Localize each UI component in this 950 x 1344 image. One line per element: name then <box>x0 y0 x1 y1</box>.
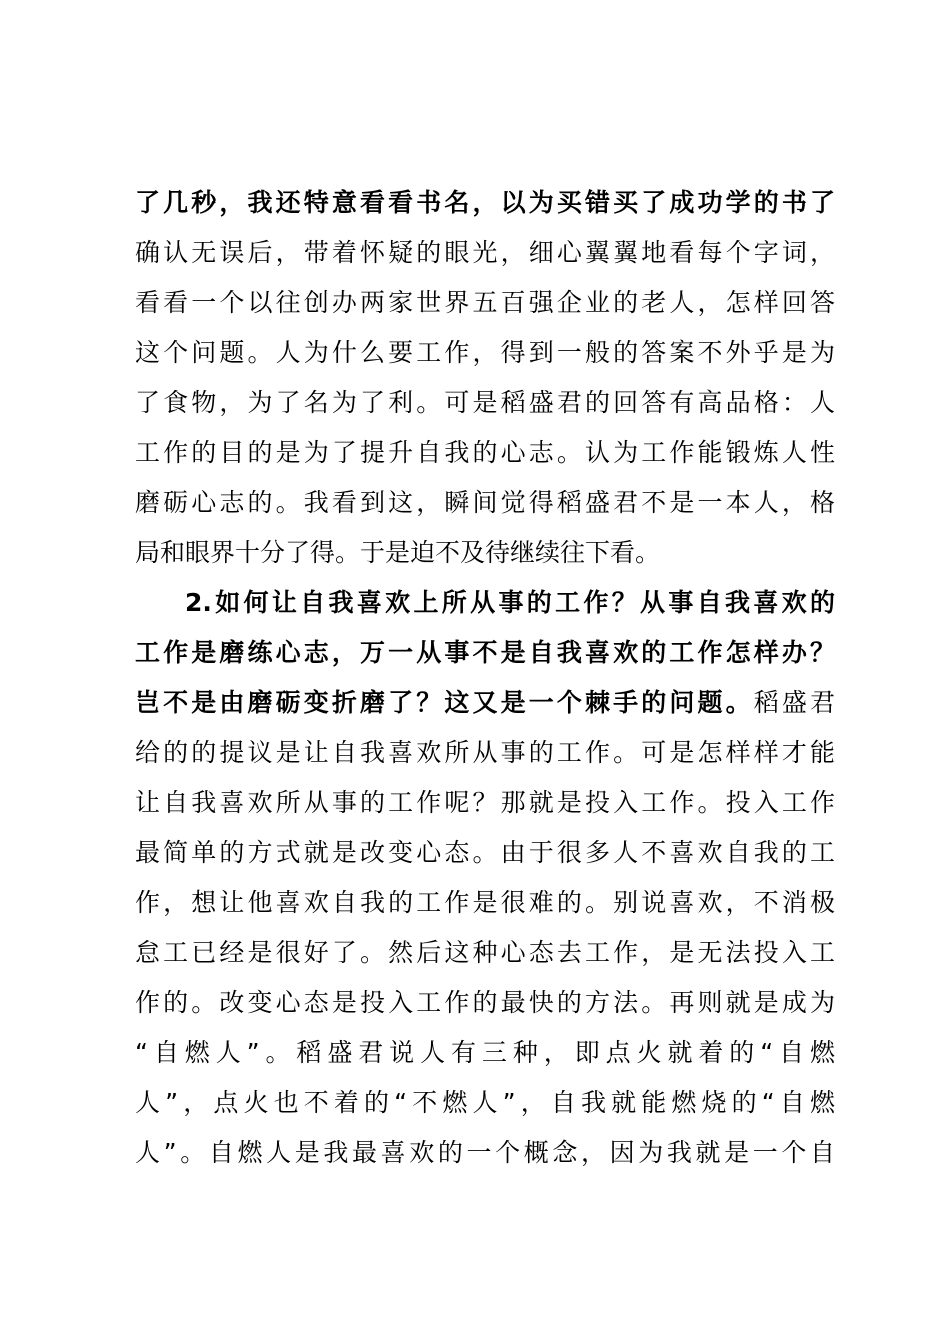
text-line-4 <box>135 333 835 373</box>
text-run: “自燃人”。稻盛君说人有三种，即点火就着的“自燃 <box>135 1038 835 1067</box>
text-run: 这个问题。人为什么要工作，得到一般的答案不外乎是为 <box>135 338 835 367</box>
text-line-6 <box>135 433 835 473</box>
text-run: 磨砺心志的。我看到这，瞬间觉得稻盛君不是一本人，格 <box>135 488 835 517</box>
text-line-8 <box>135 533 835 573</box>
text-line-12 <box>135 733 835 773</box>
text-line-2 <box>135 233 835 273</box>
bold-run: 2.如何让自我喜欢上所从事的工作？从事自我喜欢的 <box>185 588 835 617</box>
text-run: 作的。改变心态是投入工作的最快的方法。再则就是成为 <box>135 988 835 1017</box>
text-line-19 <box>135 1083 835 1123</box>
text-line-14 <box>135 833 835 873</box>
text-run: 怠工已经是很好了。然后这种心态去工作，是无法投入工 <box>135 938 835 967</box>
text-run: 确认无误后，带着怀疑的眼光，细心翼翼地看每个字词， <box>135 238 835 267</box>
text-line-5 <box>135 383 835 423</box>
text-line-10 <box>135 633 835 673</box>
text-run: 稻盛君 <box>753 688 835 717</box>
bold-run: 岂不是由磨砺变折磨了？这又是一个棘手的问题。 <box>135 688 754 717</box>
text-line-13 <box>135 783 835 823</box>
text-run: 局和眼界十分了得。于是迫不及待继续往下看。 <box>135 538 661 567</box>
text-line-16 <box>135 933 835 973</box>
text-line-9 <box>185 583 835 623</box>
text-run: 工作的目的是为了提升自我的心志。认为工作能锻炼人性 <box>135 438 835 467</box>
text-run: 看看一个以往创办两家世界五百强企业的老人，怎样回答 <box>135 288 835 317</box>
text-run: 给的的提议是让自我喜欢所从事的工作。可是怎样样才能 <box>135 738 835 767</box>
bold-run: 了几秒，我还特意看看书名，以为买错买了成功学的书了 <box>135 188 835 217</box>
text-line-15 <box>135 883 835 923</box>
text-line-7 <box>135 483 835 523</box>
text-run: 人”，点火也不着的“不燃人”，自我就能燃烧的“自燃 <box>135 1088 835 1117</box>
bold-run: 工作是磨练心志，万一从事不是自我喜欢的工作怎样办？ <box>135 638 835 667</box>
text-line-1 <box>135 183 835 223</box>
text-line-11 <box>135 683 835 723</box>
text-line-18 <box>135 1033 835 1073</box>
text-line-3 <box>135 283 835 323</box>
text-run: 作，想让他喜欢自我的工作是很难的。别说喜欢，不消极 <box>135 888 835 917</box>
text-line-17 <box>135 983 835 1023</box>
text-run: 最简单的方式就是改变心态。由于很多人不喜欢自我的工 <box>135 838 835 867</box>
text-run: 让自我喜欢所从事的工作呢？那就是投入工作。投入工作 <box>135 788 835 817</box>
text-line-20 <box>135 1133 835 1173</box>
text-run: 人”。自燃人是我最喜欢的一个概念，因为我就是一个自 <box>135 1138 835 1167</box>
text-run: 了食物，为了名为了利。可是稻盛君的回答有高品格：人 <box>135 388 835 417</box>
